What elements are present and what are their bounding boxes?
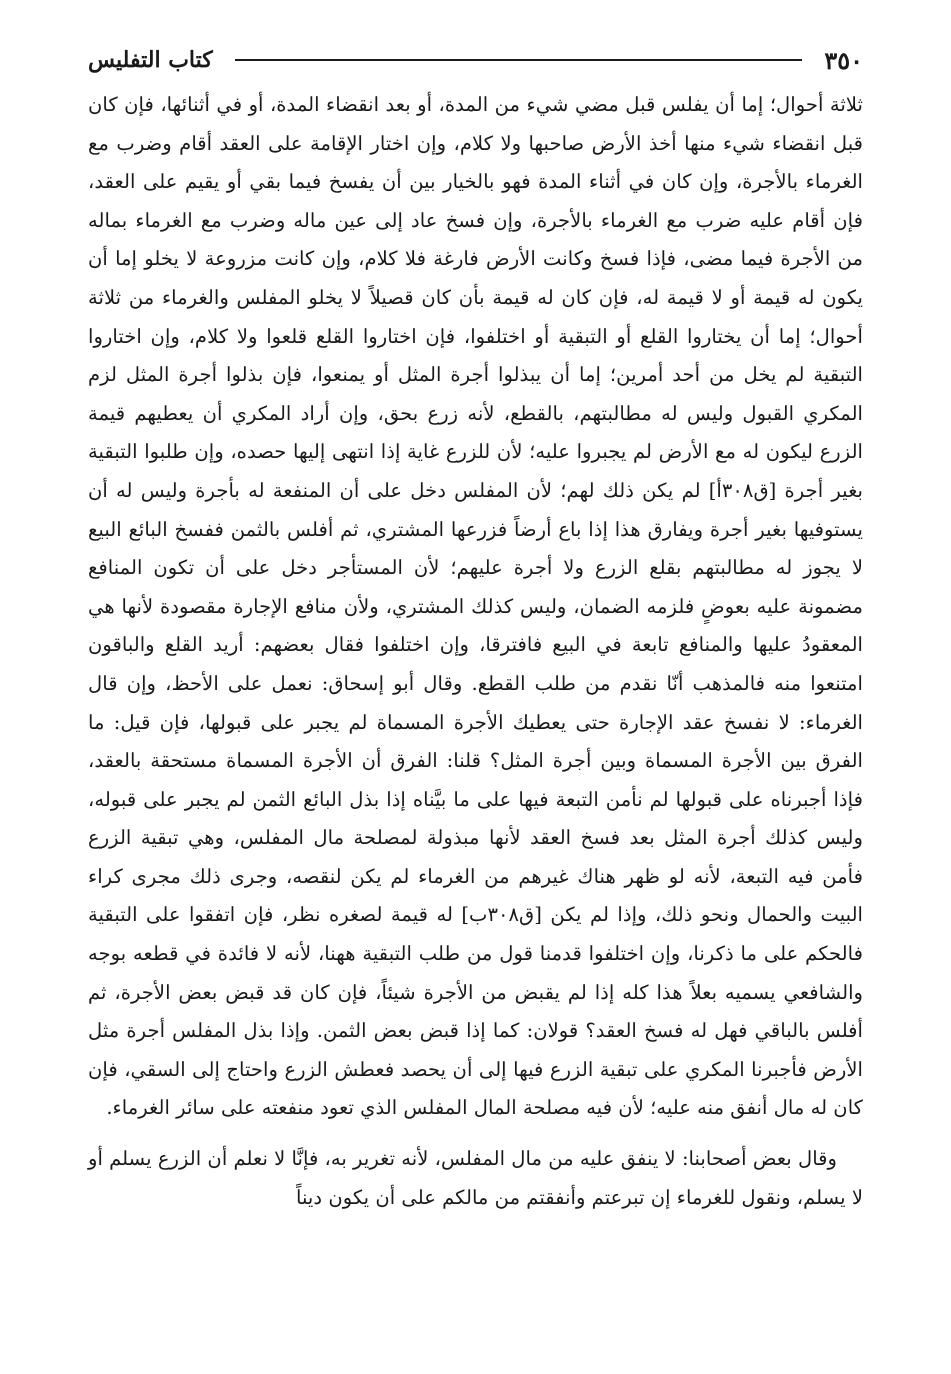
paragraph-1: ثلاثة أحوال؛ إما أن يفلس قبل مضي شيء من المدة، أو بعد انقضاء المدة، أو في أثنائها، فإن كان قبل انقضاء شيء منها أخذ الأرض صاحبها ولا كلام، وإن اختار الإقامة على العقد أقام وضرب مع الغرماء بالأجرة، وإن كان في أثناء المدة فهو بالخيار بين أن يفسخ فيما بقي أو يقيم على العقد، فإن أقام عليه ضرب مع الغرماء بالأجرة، وإن فسخ عاد إلى عين ماله وضرب مع الغرماء بماله من الأجرة فيما مضى، فإذا فسخ وكانت الأرض فارغة فلا كلام، وإن كانت مزروعة لا يخلو إما أن يكون له قيمة أو لا قيمة له، فإن كان له قيمة بأن كان قصيلاً لا يخلو المفلس والغرماء من ثلاثة أحوال؛ إما أن يختاروا القلع أو التبقية أو اختلفوا، فإن اختاروا القلع قلعوا ولا كلام، وإن اختاروا التبقية لم يخل من أحد أمرين؛ إما أن يبذلوا أجرة المثل أو يمنعوا، فإن بذلوا أجرة المثل لزم المكري القبول وليس له مطالبتهم، بالقطع، لأنه زرع بحق، وإن أراد المكري أن يعطيهم قيمة الزرع ليكون له مع الأرض لم يجبروا عليه؛ لأن للزرع غاية إذا انتهى إليها حصده، وإن طلبوا التبقية بغير أجرة [ق٣٠٨أ] لم يكن ذلك لهم؛ لأن المفلس دخل على أن المنفعة له بأجرة وليس له أن يستوفيها بغير أجرة ويفارق هذا إذا باع أرضاً فزرعها المشتري، ثم أفلس بالثمن ففسخ البائع البيع لا يجوز له مطالبتهم بقلع الزرع ولا أجرة عليهم؛ لأن المستأجر دخل على أن تكون المنافع مضمونة عليه بعوضٍ فلزمه الضمان، وليس كذلك المشتري، ولأن منافع الإجارة مقصودة لأنها هي المعقودُ عليها والمنافع تابعة في البيع فافترقا، وإن اختلفوا فقال بعضهم: أريد القلع والباقون امتنعوا منه فالمذهب أنّا نقدم من طلب القطع. وقال أبو إسحاق: نعمل على الأحظ، وإن قال الغرماء: لا نفسخ عقد الإجارة حتى يعطيك الأجرة المسماة لم يجبر على قبولها، فإن قيل: ما الفرق بين الأجرة المسماة وبين أجرة المثل؟ قلنا: الفرق أن الأجرة المسماة مستحقة بالعقد، فإذا أجبرناه على قبولها لم نأمن التبعة فيها على ما بيَّناه إذا بذل البائع الثمن لم يجبر على قبوله، وليس كذلك أجرة المثل بعد فسخ العقد لأنها مبذولة لمصلحة مال المفلس، وهي تبقية الزرع فأمن فيه التبعة، لأنه لو ظهر هناك غيرهم من الغرماء لم يكن لنقصه، وجرى ذلك مجرى كراء البيت والحمال ونحو ذلك، وإذا لم يكن [ق٣٠٨ب] له قيمة لصغره نظر، فإن اتفقوا على التبقية فالحكم على ما ذكرنا، وإن اختلفوا قدمنا قول من طلب التبقية ههنا، لأنه لا فائدة في قطعه بوجه والشافعي يسميه بعلاً هذا كله إذا لم يقبض من الأجرة شيئاً، فإن كان قد قبض بعض الأجرة، ثم أفلس بالباقي فهل له فسخ العقد؟ قولان: كما إذا قبض بعض الثمن. وإذا بذل المفلس أجرة مثل الأرض فأجبرنا المكري على تبقية الزرع فيها إلى أن يحصد فعطش الزرع واحتاج إلى السقي، فإن كان له مال أنفق منه عليه؛ لأن فيه مصلحة المال المفلس الذي تعود منفعته على سائر الغرماء.: [88, 93, 863, 1120]
page-number: ٣٥٠: [824, 45, 863, 75]
body-text: [88, 86, 863, 1217]
book-title: كتاب التفليس: [88, 47, 213, 73]
paragraph-2: وقال بعض أصحابنا: لا ينفق عليه من مال المفلس، لأنه تغرير به، فإنَّا لا نعلم أن الزرع يسلم أو لا يسلم، ونقول للغرماء إن تبرعتم وأنفقتم من مالكم على أن يكون ديناً: [88, 1147, 863, 1209]
page-header: [88, 40, 863, 80]
document-page: [88, 40, 863, 1350]
header-rule: [235, 59, 803, 61]
